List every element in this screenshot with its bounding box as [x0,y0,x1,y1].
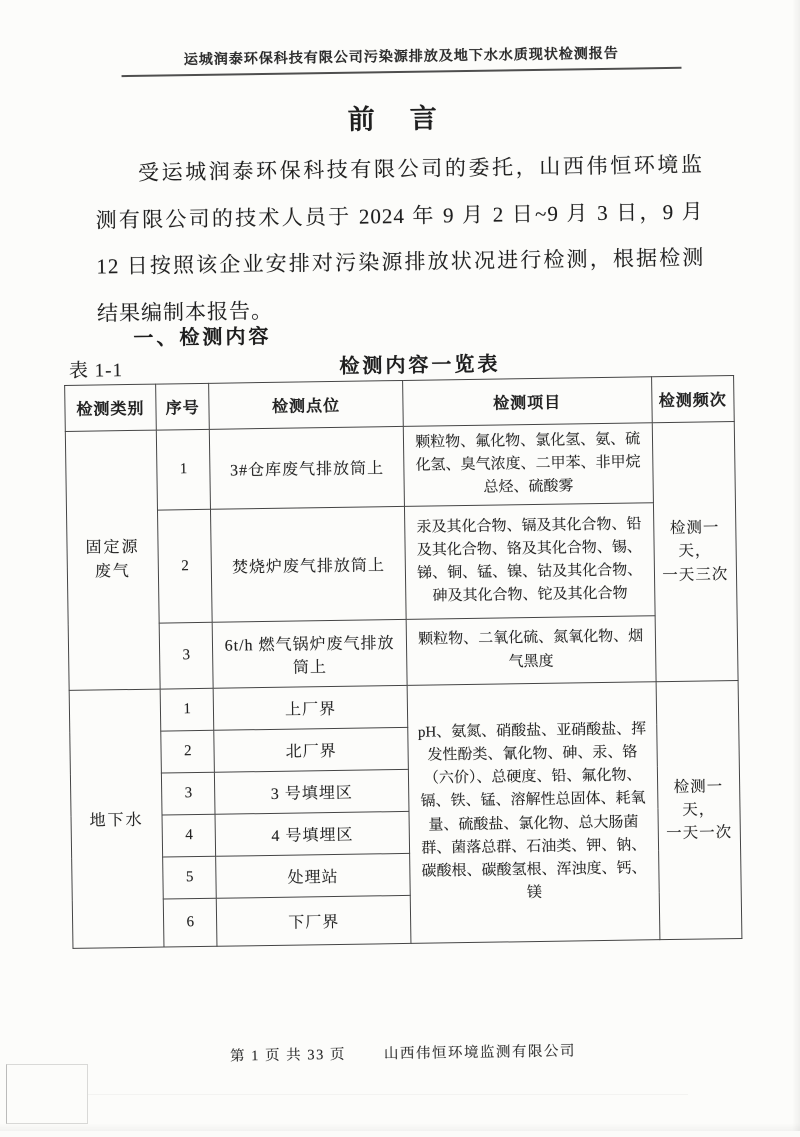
items-cell: 汞及其化合物、镉及其化合物、铅及其化合物、铬及其化合物、锡、锑、铜、锰、镍、钴及其化合物、砷及其化合物、铊及其化合物 [404,503,655,620]
seq-cell: 3 [159,622,213,689]
preface-paragraph [95,141,706,336]
location-cell: 6t/h 燃气锅炉废气排放筒上 [213,619,407,688]
company-name: 山西伟恒环境监测有限公司 [383,1043,577,1063]
table-row [65,422,735,512]
table-row [67,502,738,625]
location-cell: 3 号填埋区 [215,769,409,814]
frequency-cell-fixed-source: 检测一天， 一天三次 [652,422,738,682]
category-cell-fixed-source: 固定源 废气 [65,430,160,690]
table-caption: 检测内容一览表 [339,353,501,378]
paragraph-line: 测有限公司的技术人员于 2024 年 9 月 2 日~9 月 3 日，9 月 [95,198,704,232]
seq-cell: 4 [162,814,216,857]
page-footer [230,1039,576,1065]
location-cell: 上厂界 [214,685,408,730]
location-cell: 焚烧炉废气排放筒上 [211,506,406,622]
col-header-location: 检测点位 [209,380,403,429]
preface-title: 前 言 [347,103,441,135]
section-heading: 一、检测内容 [133,325,272,350]
location-cell: 3#仓库废气排放筒上 [210,426,404,509]
col-header-items: 检测项目 [402,377,652,427]
paragraph-line: 12 日按照该企业安排对污染源排放状况进行检测，根据检测 [96,245,705,279]
table-label: 表 1-1 [68,360,124,382]
col-header-seq: 序号 [156,383,210,430]
col-header-category: 检测类别 [65,384,157,431]
running-head-title: 运城润泰环保科技有限公司污染源排放及地下水水质现状检测报告 [183,46,619,69]
frequency-cell-groundwater: 检测一天， 一天一次 [656,681,742,940]
running-head [121,42,681,77]
col-header-frequency: 检测频次 [651,376,734,423]
seq-cell: 1 [160,688,214,731]
content-table [64,375,742,949]
paragraph-line: 受运城润泰环保科技有限公司的委托，山西伟恒环境监 [137,152,704,185]
seq-cell: 5 [163,856,217,899]
items-cell-groundwater: pH、氨氮、硝酸盐、亚硝酸盐、挥发性酚类、氰化物、砷、汞、铬（六价）、总硬度、铅、氟化物、镉、铁、锰、溶解性总固体、耗氧量、硫酸盐、氯化物、总大肠菌群、菌落总群、石油类、钾、钠、碳酸根、碳酸氢根、浑浊度、钙、镁 [407,682,660,944]
location-cell: 北厂界 [214,727,408,772]
items-cell: 颗粒物、二氧化硫、氮氧化物、烟气黑度 [406,616,656,686]
seq-cell: 3 [161,772,215,815]
table-row [68,615,738,691]
location-cell: 下厂界 [217,895,411,946]
items-cell: 颗粒物、氟化物、氯化氢、氨、硫化氢、臭气浓度、二甲苯、非甲烷总烃、硫酸雾 [403,423,653,507]
seq-cell: 6 [163,898,217,947]
location-cell: 4 号填埋区 [215,811,409,856]
seq-cell: 1 [156,429,211,510]
seq-cell: 2 [161,730,215,773]
table-row [69,681,739,733]
page-number: 第 1 页 共 33 页 [229,1046,347,1065]
category-cell-groundwater: 地下水 [69,689,164,948]
location-cell: 处理站 [216,853,410,898]
paragraph-line: 结果编制本报告。 [96,298,274,325]
seq-cell: 2 [157,509,212,623]
